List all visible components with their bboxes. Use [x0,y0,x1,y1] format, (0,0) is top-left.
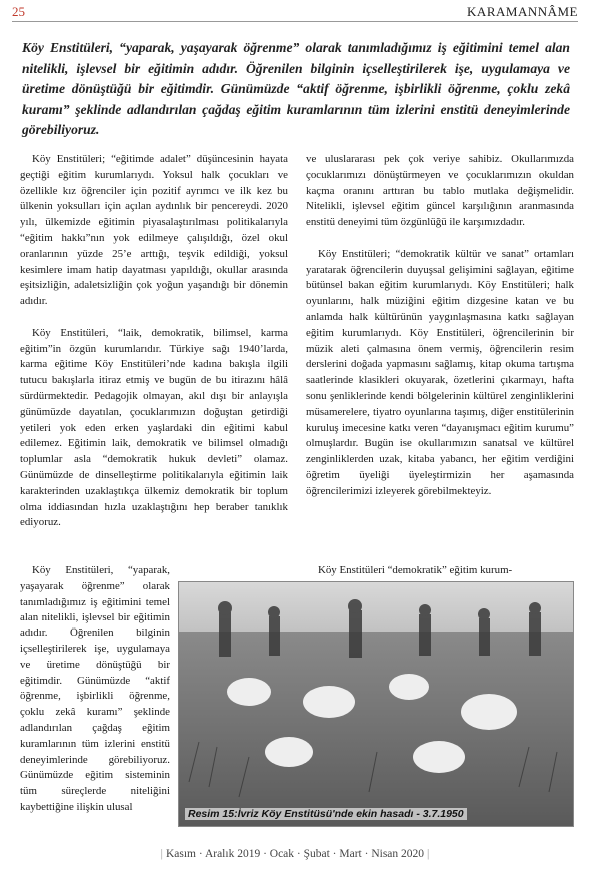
lead-paragraph [22,38,570,141]
column-left-top [20,152,288,531]
harvest-photo [178,581,574,827]
column-left-bottom [20,563,170,816]
harvest-photo-image [179,582,573,826]
paragraph: ve uluslararası pek çok veriye sahibiz. Okullarımızda çocuklarımızı dönüştürmeyen ve çocuklarımızın okuldan kaçma oranını arttıran bu tablo mutlaka değişmelidir. Nitelikli, işlevsel eğitim güncel karşılığının aranmasında enstitü deneyimi tüm özgünlüğü ile karşımızdadır. [306,153,574,229]
page-number: 25 [12,4,25,19]
column-right-bottom [306,563,574,579]
issue-dates: Kasım · Aralık 2019 · Ocak · Şubat · Mart · Nisan 2020 [165,848,425,860]
photo-caption: Resim 15:İvriz Köy Enstitüsü'nde ekin hasadı - 3.7.1950 [185,808,467,820]
magazine-title: KARAMANNÂME [467,4,578,19]
page-header [0,0,590,22]
page-footer: | Kasım · Aralık 2019 · Ocak · Şubat · Mart · Nisan 2020 | [160,848,430,860]
lead-text: Köy Enstitüleri, “yaparak, yaşayarak öğrenme” olarak tanımladığımız iş eğitimini temel alan nitelikli, işlevsel bir eğitimin adıdır. Öğrenilen bilginin içselleştirilerek işe, uygulamaya ve üretime dönüştüğü bir eğitimdir. Günümüzde “aktif öğrenme, işbirlikli öğrenme, çoklu zekâ kuramı” şeklinde adlandırılan çağdaş eğitim kuramlarının tüm izlerini enstitü deneyimlerinde görebiliyoruz. [22,40,570,137]
paragraph: Köy Enstitüleri “demokratik” eğitim kurum- [318,564,513,576]
paragraph: Köy Enstitüleri, “yaparak, yaşayarak öğrenme” olarak tanımladığımız iş eğitimini temel alan nitelikli, işlevsel bir eğitimin adıdır. Öğrenilen bilginin içselleştirilerek işe, uygulamaya ve üretime dönüştüğü bir eğitimdir. Günümüzde “aktif öğrenme, işbirlikli öğrenme, çoklu zekâ kuramı” şeklinde adlandırılan çağdaş eğitim kuramlarının tüm izlerini enstitü deneyimlerinde görebiliyoruz. Günümüzde eğitim sisteminin tüm süreçlerde niteliğini kaybettiğine ilişkin ulusal [20,564,170,813]
paragraph: Köy Enstitüleri; “demokratik kültür ve sanat” ortamları yaratarak öğrencilerin duyuşsal gelişimini sağlayan, eğitime bütünsel bakan eğitim kurumlarıydı. Köy Enstitüleri; halk oyunlarını, halk müziğini eğitim dizgesine katan ve bu anlamda halk kültürünün yaygınlaşmasına katkı sağlayan eğitim kurumlarıydı. Köy Enstitüleri, öğrencilerinin bir müzik aleti çalmasına önem vermiş, öğrencilerin resim derslerini doğada yapmasını sağlamış, kitap okuma tartışma saatlerinde klasikleri okuyarak, özetlerini çıkarmayı, hafta sonu şenliklerinde kendi bölgelerinin kültürel zenginliklerini müsamerelere, tiyatro oyunlarına taşımış, diğer enstitülerinin kuruluş imecesine katkı veren “dayanışmacı eğitim kurumu” olmuşlardır. Bugün ise okullarımızın sanatsal ve kültürel zenginliklerden uzak, kitaba yabancı, her eğitim verdiğini öğretim üyeliği üyeleştirmizin her aşamasında öğrencilerimizi izleyerek görebilmekteyiz. [306,247,574,497]
column-right-top [306,152,574,500]
header-rule [12,21,578,22]
paragraph: Köy Enstitüleri, “laik, demokratik, bilimsel, karma eğitim”in özgün kurumlarıdır. Türkiye sağı 1940’larda, karma eğitime Köy Enstitüleri’nde kadına bakışla ilgili tutucu bakışlarla itiraz etmiş ve bugün de bu itirazını hâlâ sürdürmektedir. Pedagojik olmayan, akıl dışı bir anlayışla günümüzde dayatılan, çocuklarımızın doğuştan getirdiği yetileri yok eden erken yaşlardaki din eğitimi kabul edilemez. Eğitimin laik, demokratik ve bilimsel olmadığı toplumlar asla “demokratik hukuk devleti” olamaz. Günümüzde de dinselleştirme politikalarıyla eğitimin laik karakterinden uzaklaştıkça ülkemiz demokratik bir toplum olma iddiasından hızla uzaklaştığını hep beraber tanıklık ediyoruz. [20,326,288,529]
paragraph: Köy Enstitüleri; “eğitimde adalet” düşüncesinin hayata geçtiği eğitim kurumlarıydı. Yoksul halk çocukları ve özellikle kız öğrenciler için pozitif ayrımcı ve ilk kez bu ülkenin yoksulları için açılan aydınlık bir pencereydi. 2020 yılı, ülkemizde eğitimin piyasalaştırılması politikalarıyla “eğitim hakkı”nın yok edilmeye çalışıldığı, özel okul oranlarının yüzde 25’e arttığı, teşvik edildiği, yoksul kesimlere imam hatip dayatması yapıldığı, okullar arasında eşitsizliğin, adaletsizliğin çok yoğun yaşandığı bir dönemin adıdır. [20,153,288,308]
